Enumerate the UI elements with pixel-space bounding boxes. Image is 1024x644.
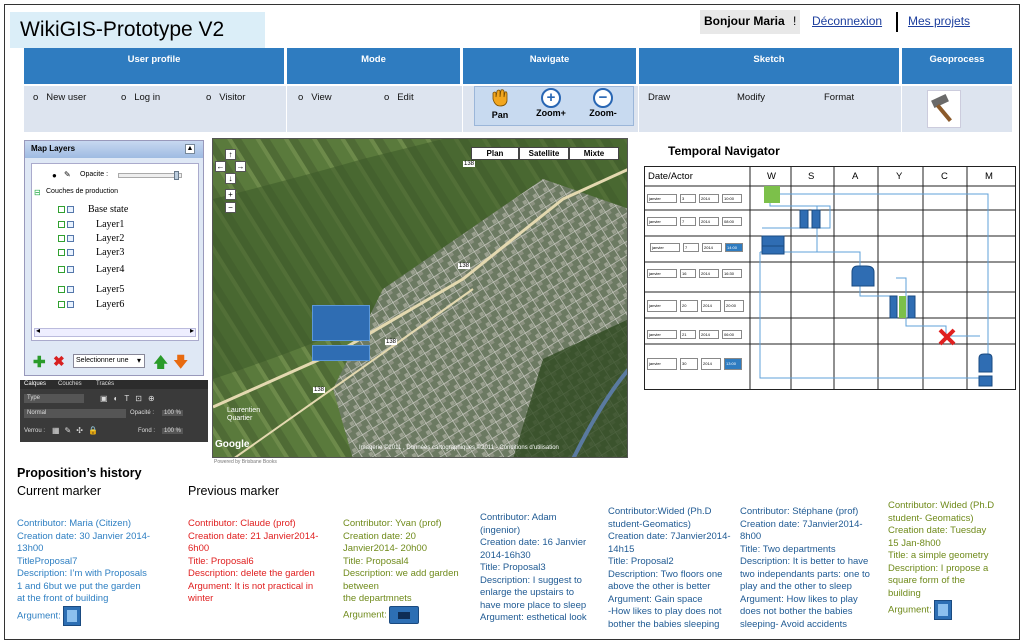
menu-mode[interactable]: Mode (287, 48, 462, 84)
row2-month-select[interactable]: janvier (647, 217, 677, 226)
layer-select-value: Selectionner une (76, 357, 129, 364)
menu-navigate[interactable]: Navigate (463, 48, 638, 84)
hammer-icon (928, 91, 960, 125)
pan-right-icon[interactable]: → (236, 162, 245, 171)
opacity-slider-thumb[interactable] (174, 171, 179, 180)
layer-5[interactable]: Layer5 (96, 284, 125, 295)
proposal-line: 14h15 (608, 543, 635, 555)
chevron-down-icon[interactable]: ▾ (137, 356, 142, 365)
tab-calques[interactable]: Calques (24, 381, 47, 387)
radio-bullet: o (121, 92, 127, 103)
blend-mode-value: Normal (27, 410, 47, 416)
map-mixte-button[interactable]: Mixte (569, 147, 619, 160)
row1-day-select[interactable]: 3 (680, 194, 696, 203)
marker-blue[interactable] (762, 236, 784, 246)
row4-year-select[interactable]: 2014 (699, 269, 719, 278)
greeting-exclaim: ! (793, 14, 797, 28)
row5-day-select[interactable]: 20 (680, 300, 698, 312)
document-icon[interactable] (63, 606, 81, 626)
proposal-6[interactable] (188, 518, 338, 606)
marker-blue[interactable] (979, 354, 992, 372)
proposal-line: the departmnets (343, 593, 412, 604)
proposal-line: Argument: How likes to play (740, 593, 858, 605)
proposal-line: between (343, 580, 379, 592)
user-bar (700, 10, 1012, 34)
temporal-navigator-title: Temporal Navigator (668, 144, 780, 158)
view-label: View (311, 92, 332, 103)
pan-button[interactable] (482, 88, 518, 120)
row1-month-select[interactable]: janvier (647, 194, 677, 203)
row3-day-select[interactable]: 7 (683, 243, 699, 252)
proposal-line: winter (188, 593, 214, 604)
row6-month-select[interactable]: janvier (647, 330, 677, 339)
new-user-label: New user (46, 92, 87, 103)
layer-checkbox[interactable] (58, 266, 65, 273)
menu-sketch[interactable]: Sketch (639, 48, 901, 84)
grid-header-y: Y (896, 171, 903, 182)
proposal-line: Creation date: 20 (343, 530, 416, 542)
row7-day-select[interactable]: 30 (680, 358, 698, 370)
proposal-line: above the other is better (608, 581, 711, 592)
layer-checkbox[interactable] (58, 286, 65, 293)
marker-blue[interactable] (800, 210, 808, 228)
layer-checkbox[interactable] (58, 235, 65, 242)
proposal-line: Title: a simple geometry (888, 550, 989, 561)
log-in-option[interactable] (121, 92, 160, 103)
proposal-line: 15 Jan-8h00 (888, 537, 941, 549)
layers-editor-tabs (20, 380, 208, 389)
zoom-out-button[interactable] (582, 88, 624, 118)
zoom-out-label: Zoom- (589, 108, 617, 118)
layer-2[interactable]: Layer2 (96, 233, 125, 244)
map-plan-button[interactable]: Plan (471, 147, 519, 160)
grid-header-s: S (808, 171, 815, 182)
proposal-line: Description: delete the garden (188, 568, 315, 579)
menu-user-profile[interactable]: User profile (24, 48, 286, 84)
temporal-grid (644, 166, 1016, 390)
expand-icon[interactable]: ⊟ (34, 188, 41, 197)
proposal-line: 13h00 (17, 543, 44, 554)
view-option[interactable] (298, 92, 332, 103)
proposal-line: 2014-16h30 (480, 549, 531, 561)
row2-time-select[interactable]: 08:00 (722, 217, 742, 226)
map-copyright: Imagerie ©2011 , Données cartographiques ©2011 - Conditions d'utilisation (359, 445, 559, 451)
row3-year-select[interactable]: 2014 (702, 243, 722, 252)
proposal-line: Description: Two floors one (608, 568, 723, 580)
move-up-icon[interactable]: 🡅 (153, 354, 169, 371)
row5-month-select[interactable]: janvier (647, 300, 677, 312)
row4-time-select[interactable]: 16:30 (722, 269, 742, 278)
proposal-line: Creation date: 7Janvier2014- (608, 531, 731, 542)
route-label: 138 (314, 387, 325, 393)
row4-month-select[interactable]: janvier (647, 269, 677, 278)
proposal-line: Creation date: 16 Janvier (480, 537, 587, 548)
proposal-line: Creation date: 30 Janvier 2014- (17, 530, 151, 542)
history-title: Proposition’s history (17, 466, 142, 480)
delete-layer-icon[interactable]: ✖ (53, 353, 65, 369)
radio-bullet: o (33, 92, 39, 103)
opacity-value[interactable]: 100 % (164, 410, 182, 416)
greeting-box (700, 10, 800, 34)
submenu-sketch (639, 86, 901, 132)
row2-year-select[interactable]: 2014 (699, 217, 719, 226)
layer-checkbox[interactable] (58, 221, 65, 228)
proposal-line: sleeping- Avoid accidents (740, 618, 848, 630)
proposal-line: -How likes to play does not (608, 606, 722, 617)
marker-blue[interactable] (762, 246, 784, 254)
type-filter[interactable] (24, 394, 84, 403)
proposal-line: student- Geomatics) (888, 512, 974, 524)
town-label: Laurentien Quartier (227, 407, 261, 422)
radio-bullet: o (206, 92, 212, 103)
layer-checkbox[interactable] (58, 249, 65, 256)
zoom-in-icon: + (541, 88, 561, 108)
visitor-option[interactable] (206, 92, 245, 103)
proposal-line: Creation date: 21 Janvier2014- (188, 530, 319, 542)
layer-style-icon (67, 249, 74, 256)
opacity-label: Opacite : (80, 171, 109, 178)
proposal-line: enlarge the upstairs to (480, 587, 575, 598)
layer-6[interactable]: Layer6 (96, 299, 125, 310)
radio-bullet: o (298, 92, 304, 103)
brush-icon[interactable]: ✎ (64, 170, 71, 179)
proposal-line: at the front of building (17, 593, 109, 604)
new-user-option[interactable] (33, 92, 86, 103)
proposal-line: Contributor:Wided (Ph.D (608, 506, 712, 517)
pan-label: Pan (491, 110, 509, 120)
map-layers-panel (24, 140, 204, 376)
logout-link[interactable]: Déconnexion (812, 14, 883, 28)
add-layer-icon[interactable]: ✚ (33, 354, 46, 371)
row6-day-select[interactable]: 21 (680, 330, 696, 339)
proposal-line: play and the other to sleep (740, 581, 852, 592)
row3-month-select[interactable]: janvier (650, 243, 680, 252)
pan-up-icon[interactable]: ↑ (225, 149, 236, 160)
layer-style-icon (67, 286, 74, 293)
grid-header-a: A (852, 171, 859, 182)
map-zoom-out-icon[interactable]: − (225, 202, 236, 213)
satellite-map[interactable] (212, 138, 628, 458)
proposal-argument-label: Argument: (17, 610, 61, 622)
geoprocess-tool-button[interactable] (927, 90, 961, 128)
row5-time-select[interactable]: 20:00 (724, 300, 744, 312)
row7-time-select[interactable]: 13:00 (724, 358, 742, 370)
proposal-line: square form of the (888, 575, 966, 586)
scroll-left-icon[interactable]: ◂ (36, 326, 41, 335)
map-layers-title: Map Layers (31, 144, 76, 153)
proposal-line: Description: I suggest to (480, 574, 582, 586)
proposal-line: Creation date: 7Janvier2014- (740, 518, 863, 530)
proposal-3[interactable] (480, 512, 605, 625)
sketch-polygon[interactable] (312, 305, 370, 341)
eye-icon[interactable]: ● (52, 171, 57, 180)
proposal-line: TitleProposal7 (17, 555, 78, 567)
filter-icons[interactable]: ▣◐T⊡⊕ (100, 394, 161, 403)
proposal-line: Title: Proposal3 (480, 562, 546, 573)
map-footer: Powered by Brisbane Books (214, 459, 277, 465)
zoom-out-icon: − (593, 88, 613, 108)
sketch-polygon[interactable] (312, 345, 370, 361)
pan-hand-icon (489, 88, 511, 108)
blend-mode-select[interactable] (24, 409, 126, 418)
marker-deleted-icon[interactable] (940, 330, 954, 344)
proposal-line: Argument: Gain space (608, 593, 703, 605)
current-marker-label: Current marker (17, 484, 102, 498)
proposal-line: Description: we add garden (343, 568, 459, 579)
proposal-1[interactable] (740, 506, 885, 631)
collapse-icon[interactable]: ▲ (186, 145, 194, 152)
menu-geoprocess[interactable]: Geoprocess (902, 48, 1012, 84)
grid-header-date-actor: Date/Actor (648, 171, 693, 182)
proposal-line: building (888, 587, 921, 599)
row7-year-select[interactable]: 2014 (701, 358, 721, 370)
video-icon[interactable] (389, 606, 419, 624)
row5-year-select[interactable]: 2014 (701, 300, 721, 312)
my-projects-link[interactable]: Mes projets (908, 14, 971, 28)
proposal-4[interactable] (343, 518, 473, 624)
map-zoom-in-icon[interactable]: + (225, 189, 236, 200)
route-label: 138 (459, 263, 470, 269)
layer-checkbox[interactable] (58, 206, 65, 213)
layer-style-icon (67, 235, 74, 242)
fill-value[interactable]: 100 % (164, 428, 182, 434)
marker-blue[interactable] (852, 266, 874, 286)
proposal-line: Creation date: Tuesday (888, 525, 987, 536)
layer-style-icon (67, 301, 74, 308)
visitor-label: Visitor (219, 92, 246, 103)
zoom-in-label: Zoom+ (536, 108, 566, 118)
proposal-line: Contributor: Adam (480, 512, 557, 523)
row4-day-select[interactable]: 16 (680, 269, 696, 278)
layer-checkbox[interactable] (58, 301, 65, 308)
proposal-line: Contributor: Stéphane (prof) (740, 506, 859, 517)
proposal-line: student-Geomatics) (608, 518, 691, 530)
proposal-line: does not bother the babies (740, 606, 853, 617)
marker-blue[interactable] (890, 296, 897, 318)
layer-select[interactable] (73, 354, 145, 368)
modify-option[interactable]: Modify (737, 92, 765, 103)
proposal-line: two independants parts: one to (740, 568, 870, 580)
proposal-line: Contributor: Maria (Citizen) (17, 518, 132, 529)
grid-header-w: W (767, 171, 776, 182)
proposal-line: Title: Two departments (740, 543, 836, 555)
opacity-slider[interactable] (118, 173, 182, 178)
move-down-icon[interactable]: 🡇 (173, 354, 189, 371)
tab-couches[interactable]: Couches (58, 381, 82, 387)
layer-style-icon (67, 206, 74, 213)
lock-icons[interactable]: ▦✎✣🔒 (52, 426, 103, 435)
marker-green[interactable] (899, 296, 906, 318)
proposal-line: Contributor: Yvan (prof) (343, 518, 442, 529)
proposal-line: Janvier2014- 20h00 (343, 543, 427, 554)
lock-label: Verrou : (24, 428, 46, 434)
proposal-2[interactable] (608, 506, 740, 631)
grid-header-c: C (941, 171, 948, 182)
pan-left-icon[interactable]: ← (216, 162, 225, 171)
layer-tree (31, 163, 199, 341)
google-logo: Google (215, 439, 250, 450)
layer-3[interactable]: Layer3 (96, 247, 125, 258)
previous-marker-label: Previous marker (188, 484, 279, 498)
pan-down-icon[interactable]: ↓ (225, 173, 236, 184)
grid-header-m: M (985, 171, 993, 182)
proposal-line: bother the babies sleeping (608, 618, 720, 630)
app-title: WikiGIS-Prototype V2 (10, 12, 265, 48)
log-in-label: Log in (134, 92, 161, 103)
user-name: Maria (753, 14, 785, 28)
marker-blue[interactable] (979, 376, 992, 386)
row6-year-select[interactable]: 2014 (699, 330, 719, 339)
proposal-line: Title: Proposal6 (188, 555, 254, 567)
proposal-argument-label: Argument: (343, 609, 387, 621)
proposal-line: 1 and 6but we put the garden (17, 580, 141, 592)
type-filter-value: Type (27, 395, 41, 401)
map-layers-header (25, 141, 203, 158)
row6-time-select[interactable]: 06:00 (722, 330, 742, 339)
marker-blue[interactable] (908, 296, 915, 318)
route-label: 138 (464, 161, 475, 167)
row2-day-select[interactable]: 7 (680, 217, 696, 226)
draw-option[interactable]: Draw (648, 92, 671, 103)
row3-time-select[interactable]: 14:00 (725, 243, 743, 252)
layer-base-state[interactable]: Base state (88, 204, 129, 215)
proposal-line: Description: I’m with Proposals (17, 568, 147, 579)
opacity-label: Opacité : (130, 410, 155, 416)
layer-style-icon (67, 221, 74, 228)
proposal-line: Argument: It is not practical in (188, 580, 314, 592)
current-proposal[interactable] (17, 518, 182, 626)
proposal-line: Argument: esthetical look (480, 612, 587, 623)
proposal-line: Description: It is better to have (740, 556, 869, 567)
format-option[interactable]: Format (824, 92, 855, 103)
greeting-text: Bonjour (704, 14, 750, 28)
proposal-line: 6h00 (188, 543, 210, 554)
edit-option[interactable] (384, 92, 414, 103)
layer-1[interactable]: Layer1 (96, 219, 125, 230)
fill-label: Fond : (138, 428, 156, 434)
proposal-line: Contributor: Claude (prof) (188, 518, 296, 529)
user-bar-separator (896, 12, 898, 32)
proposal-line: have more place to sleep (480, 599, 587, 611)
proposal-line: Description: I propose a (888, 562, 989, 574)
marker-blue[interactable] (812, 210, 820, 228)
proposal-line: 8h00 (740, 531, 762, 542)
row1-time-select[interactable]: 10:00 (722, 194, 742, 203)
row1-year-select[interactable]: 2014 (699, 194, 719, 203)
row7-month-select[interactable]: janvier (647, 358, 677, 370)
document-icon[interactable] (934, 600, 952, 620)
layer-tree-scrollbar[interactable] (34, 328, 196, 337)
marker-green[interactable] (764, 186, 780, 203)
edit-label: Edit (397, 92, 414, 103)
layers-editor-panel (20, 380, 208, 442)
proposal-argument-label: Argument: (888, 604, 932, 616)
proposal-line: Contributor: Wided (Ph.D (888, 500, 995, 511)
proposal-line: Title: Proposal2 (608, 556, 674, 567)
tab-traces[interactable]: Tracés (96, 381, 115, 387)
proposal-0[interactable] (888, 500, 1018, 620)
layer-group-label: Couches de production (46, 188, 118, 195)
map-satellite-button[interactable]: Satellite (519, 147, 569, 160)
layer-style-icon (67, 266, 74, 273)
layer-4[interactable]: Layer4 (96, 264, 125, 275)
proposal-line: (ingenior) (480, 524, 521, 536)
route-label: 138 (386, 339, 397, 345)
radio-bullet: o (384, 92, 390, 103)
scroll-right-icon[interactable]: ▸ (189, 326, 194, 335)
proposal-line: Title: Proposal4 (343, 555, 409, 567)
zoom-in-button[interactable] (530, 88, 572, 118)
